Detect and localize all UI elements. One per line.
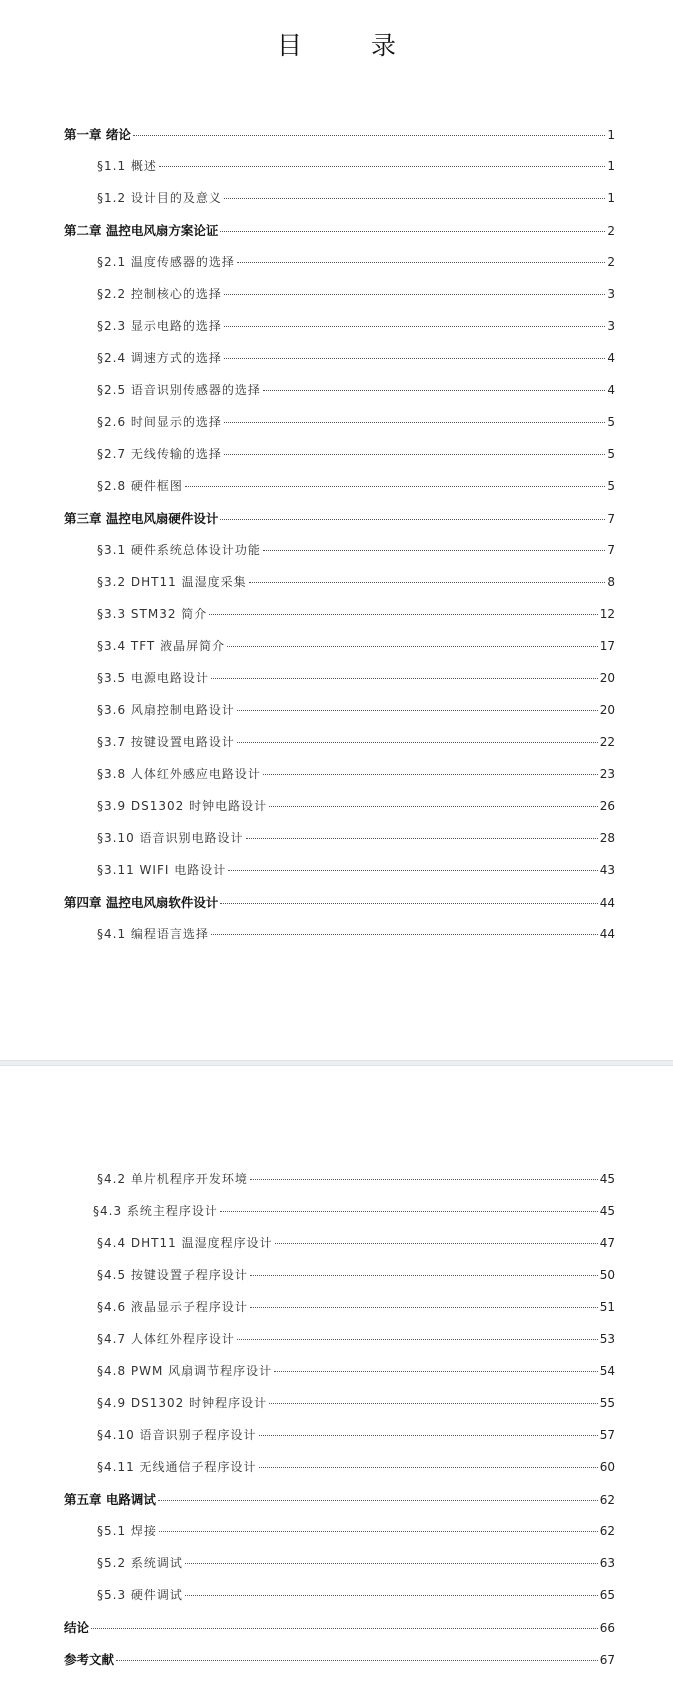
toc-entry-label: §2.6 时间显示的选择 <box>97 415 222 429</box>
toc-page-number: 2 <box>607 255 615 269</box>
toc-page-number: 65 <box>599 1588 615 1602</box>
toc-entry-label: §2.8 硬件框图 <box>97 479 183 493</box>
toc-section-entry[interactable] <box>0 1298 673 1330</box>
toc-chapter-entry[interactable] <box>0 221 673 253</box>
toc-chapter-entry[interactable] <box>0 893 673 925</box>
toc-entry-label: §5.3 硬件调试 <box>97 1588 183 1602</box>
toc-page-number: 55 <box>599 1396 615 1410</box>
toc-entry-label: §4.10 语音识别子程序设计 <box>97 1428 257 1442</box>
toc-page-number: 7 <box>607 543 615 557</box>
dot-leader <box>91 1628 598 1629</box>
dot-leader <box>250 1275 598 1276</box>
toc-entry-label: §5.1 焊接 <box>97 1524 157 1538</box>
toc-entry-label: §3.9 DS1302 时钟电路设计 <box>97 799 268 813</box>
toc-section-entry[interactable] <box>0 1170 673 1202</box>
toc-chapter-entry[interactable] <box>0 509 673 541</box>
dot-leader <box>133 135 606 136</box>
toc-section-entry[interactable] <box>0 861 673 893</box>
toc-entry-label: §2.4 调速方式的选择 <box>97 351 222 365</box>
toc-entry-label: §3.7 按键设置电路设计 <box>97 735 235 749</box>
document-page-2 <box>0 1066 673 1691</box>
toc-entry-label: §4.6 液晶显示子程序设计 <box>97 1300 248 1314</box>
toc-page-number: 5 <box>607 479 615 493</box>
toc-section-entry[interactable] <box>0 733 673 765</box>
toc-entry-label: §4.8 PWM 风扇调节程序设计 <box>97 1364 273 1378</box>
toc-list <box>0 1170 673 1682</box>
toc-section-entry[interactable] <box>0 1426 673 1458</box>
toc-page-number: 47 <box>599 1236 615 1250</box>
dot-leader <box>237 710 598 711</box>
toc-section-entry[interactable] <box>0 285 673 317</box>
toc-section-entry[interactable] <box>0 701 673 733</box>
toc-entry-label: §2.5 语音识别传感器的选择 <box>97 383 261 397</box>
toc-page-number: 63 <box>599 1556 615 1570</box>
dot-leader <box>250 1307 598 1308</box>
toc-title: 目 录 <box>276 31 418 60</box>
dot-leader <box>237 262 605 263</box>
toc-entry-label: §3.10 语音识别电路设计 <box>97 831 244 845</box>
toc-page-number: 44 <box>599 896 615 910</box>
toc-entry-label: §2.1 温度传感器的选择 <box>97 255 235 269</box>
toc-entry-label: §3.3 STM32 简介 <box>97 607 208 621</box>
toc-entry-label: 第二章 温控电风扇方案论证 <box>64 223 219 238</box>
toc-section-entry[interactable] <box>0 1234 673 1266</box>
toc-entry-label: §3.4 TFT 液晶屏简介 <box>97 639 226 653</box>
toc-page-number: 1 <box>607 191 615 205</box>
toc-page-number: 62 <box>599 1493 615 1507</box>
toc-section-entry[interactable] <box>0 1330 673 1362</box>
toc-page-number: 1 <box>607 159 615 173</box>
toc-entry-label: §4.1 编程语言选择 <box>97 927 209 941</box>
toc-page-number: 26 <box>599 799 615 813</box>
toc-page-number: 2 <box>607 224 615 238</box>
dot-leader <box>209 614 597 615</box>
dot-leader <box>274 1371 598 1372</box>
dot-leader <box>249 582 606 583</box>
toc-section-entry[interactable] <box>0 797 673 829</box>
toc-page-number: 20 <box>599 703 615 717</box>
toc-entry-label: 第三章 温控电风扇硬件设计 <box>64 511 219 526</box>
dot-leader <box>246 838 598 839</box>
toc-entry-label: §3.6 风扇控制电路设计 <box>97 703 235 717</box>
toc-section-entry[interactable] <box>0 349 673 381</box>
dot-leader <box>185 1595 598 1596</box>
toc-page-number: 3 <box>607 319 615 333</box>
toc-section-entry[interactable] <box>0 637 673 669</box>
toc-entry-label: §4.2 单片机程序开发环境 <box>97 1172 248 1186</box>
dot-leader <box>211 678 598 679</box>
dot-leader <box>263 550 605 551</box>
dot-leader <box>224 294 605 295</box>
toc-entry-label: §3.8 人体红外感应电路设计 <box>97 767 261 781</box>
dot-leader <box>224 326 605 327</box>
toc-page-number: 5 <box>607 415 615 429</box>
toc-section-entry[interactable] <box>0 317 673 349</box>
dot-leader <box>269 1403 598 1404</box>
dot-leader <box>220 519 605 520</box>
toc-page-number: 12 <box>599 607 615 621</box>
toc-entry-label: §3.2 DHT11 温湿度采集 <box>97 575 247 589</box>
toc-page-number: 8 <box>607 575 615 589</box>
toc-section-entry[interactable] <box>0 381 673 413</box>
toc-page-number: 50 <box>599 1268 615 1282</box>
toc-page-number: 45 <box>599 1172 615 1186</box>
dot-leader <box>259 1467 598 1468</box>
toc-entry-label: 参考文献 <box>64 1652 115 1667</box>
dot-leader <box>159 166 605 167</box>
toc-page-number: 43 <box>599 863 615 877</box>
toc-section-entry[interactable] <box>0 1554 673 1586</box>
toc-section-entry[interactable] <box>0 925 673 957</box>
toc-entry-label: §1.2 设计目的及意义 <box>97 191 222 205</box>
dot-leader <box>269 806 598 807</box>
toc-section-entry[interactable] <box>0 669 673 701</box>
toc-page-number: 45 <box>599 1204 615 1218</box>
toc-section-entry[interactable] <box>0 829 673 861</box>
dot-leader <box>220 231 605 232</box>
toc-section-entry[interactable] <box>0 1522 673 1554</box>
toc-section-entry[interactable] <box>0 445 673 477</box>
toc-entry-label: §2.7 无线传输的选择 <box>97 447 222 461</box>
toc-section-entry[interactable] <box>0 1586 673 1618</box>
dot-leader <box>228 870 598 871</box>
toc-entry-label: §4.11 无线通信子程序设计 <box>97 1460 257 1474</box>
dot-leader <box>224 422 605 423</box>
toc-entry-label: §2.2 控制核心的选择 <box>97 287 222 301</box>
dot-leader <box>237 742 598 743</box>
toc-page-number: 54 <box>599 1364 615 1378</box>
toc-chapter-entry[interactable] <box>0 1618 673 1650</box>
toc-page-number: 23 <box>599 767 615 781</box>
toc-entry-label: §3.11 WIFI 电路设计 <box>97 863 227 877</box>
toc-page-number: 5 <box>607 447 615 461</box>
toc-entry-label: 结论 <box>64 1620 90 1635</box>
toc-page-number: 51 <box>599 1300 615 1314</box>
toc-entry-label: §4.4 DHT11 温湿度程序设计 <box>97 1236 273 1250</box>
toc-section-entry[interactable] <box>0 189 673 221</box>
dot-leader <box>224 454 605 455</box>
toc-section-entry[interactable] <box>0 253 673 285</box>
dot-leader <box>259 1435 598 1436</box>
dot-leader <box>220 1211 598 1212</box>
toc-entry-label: §4.3 系统主程序设计 <box>93 1204 218 1218</box>
toc-page-number: 4 <box>607 351 615 365</box>
toc-entry-label: 第四章 温控电风扇软件设计 <box>64 895 219 910</box>
toc-entry-label: 第一章 绪论 <box>64 127 131 142</box>
toc-entry-label: §4.5 按键设置子程序设计 <box>97 1268 248 1282</box>
dot-leader <box>275 1243 598 1244</box>
toc-page-number: 67 <box>599 1653 615 1667</box>
toc-entry-label: §4.9 DS1302 时钟程序设计 <box>97 1396 268 1410</box>
toc-page-number: 28 <box>599 831 615 845</box>
dot-leader <box>159 1531 598 1532</box>
toc-section-entry[interactable] <box>0 413 673 445</box>
toc-page-number: 20 <box>599 671 615 685</box>
toc-section-entry[interactable] <box>0 1362 673 1394</box>
dot-leader <box>220 903 597 904</box>
toc-entry-label: §3.5 电源电路设计 <box>97 671 209 685</box>
dot-leader <box>185 486 605 487</box>
toc-chapter-entry[interactable] <box>0 1650 673 1682</box>
dot-leader <box>116 1660 598 1661</box>
toc-page-number: 53 <box>599 1332 615 1346</box>
toc-section-entry[interactable] <box>0 1266 673 1298</box>
dot-leader <box>263 774 598 775</box>
toc-section-entry[interactable] <box>0 605 673 637</box>
toc-page-number: 66 <box>599 1621 615 1635</box>
dot-leader <box>237 1339 598 1340</box>
toc-entry-label: §4.7 人体红外程序设计 <box>97 1332 235 1346</box>
toc-section-entry[interactable] <box>0 541 673 573</box>
toc-page-number: 60 <box>599 1460 615 1474</box>
toc-page-number: 1 <box>607 128 615 142</box>
toc-section-entry[interactable] <box>0 1202 673 1234</box>
toc-section-entry[interactable] <box>0 157 673 189</box>
dot-leader <box>211 934 598 935</box>
toc-chapter-entry[interactable] <box>0 125 673 157</box>
toc-entry-label: §3.1 硬件系统总体设计功能 <box>97 543 261 557</box>
toc-page-number: 17 <box>599 639 615 653</box>
toc-entry-label: §2.3 显示电路的选择 <box>97 319 222 333</box>
toc-list <box>0 125 673 957</box>
dot-leader <box>250 1179 598 1180</box>
toc-page-number: 62 <box>599 1524 615 1538</box>
toc-page-number: 57 <box>599 1428 615 1442</box>
toc-entry-label: 第五章 电路调试 <box>64 1492 156 1507</box>
dot-leader <box>224 198 605 199</box>
toc-page-number: 44 <box>599 927 615 941</box>
toc-entry-label: §5.2 系统调试 <box>97 1556 183 1570</box>
toc-page-number: 3 <box>607 287 615 301</box>
dot-leader <box>158 1500 598 1501</box>
toc-page-number: 22 <box>599 735 615 749</box>
toc-page-number: 4 <box>607 383 615 397</box>
toc-section-entry[interactable] <box>0 1458 673 1490</box>
toc-page-number: 7 <box>607 512 615 526</box>
toc-section-entry[interactable] <box>0 477 673 509</box>
dot-leader <box>263 390 605 391</box>
toc-entry-label: §1.1 概述 <box>97 159 157 173</box>
dot-leader <box>185 1563 598 1564</box>
dot-leader <box>224 358 605 359</box>
toc-chapter-entry[interactable] <box>0 1490 673 1522</box>
toc-section-entry[interactable] <box>0 1394 673 1426</box>
toc-section-entry[interactable] <box>0 765 673 797</box>
toc-section-entry[interactable] <box>0 573 673 605</box>
dot-leader <box>227 646 598 647</box>
